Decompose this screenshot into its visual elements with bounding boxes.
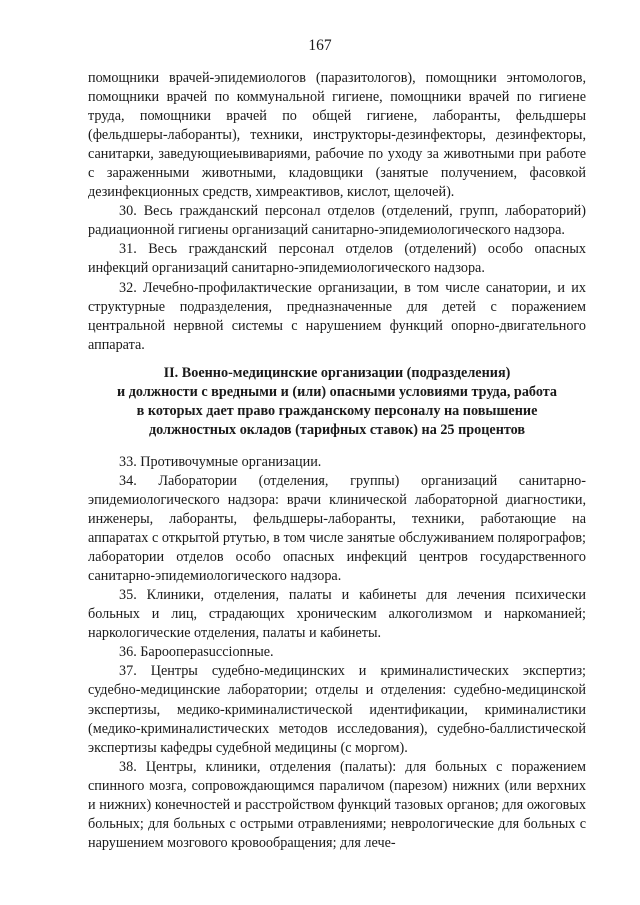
paragraph-item-30: 30. Весь гражданский персонал отделов (отделений, групп, лабораторий) радиационной гигиены организаций санитарно-эпидемиологического надзора.: [88, 203, 586, 239]
section-heading-line-2: и должности с вредными и (или) опасными условиями труда, работа: [117, 383, 557, 400]
section-heading-line-4: должностных окладов (тарифных ставок) на 25 процентов: [148, 421, 526, 438]
paragraph-item-31: 31. Весь гражданский персонал отделов (отделений) особо опасных инфекций организаций санитарно-эпидемиологического надзора.: [88, 241, 586, 277]
paragraph-item-33: 33. Противочумные организации.: [119, 453, 322, 470]
paragraph-item-34: 34. Лаборатории (отделения, группы) организаций санитарно-эпидемиологического надзора: врачи клинической лабораторной диагностики, инженеры, лаборанты, фельдшеры-лаборанты, техники, работающие на аппаратах с открытой ртутью, в том числе занятые обслуживанием полярографов; лаборатории отделов особо опасных инфекций центров государственного санитарно-эпидемиологического надзора.: [88, 472, 586, 585]
paragraph-item-38: 38. Центры, клиники, отделения (палаты): для больных с поражением спинного мозга, сопровождающимся параличом (парезом) нижних (или верхних и нижних) конечностей и расстройством функций тазовых органов; для ожоговых больных; для больных с острыми отравлениями; неврологические для больных с нарушением мозгового кровообращения; для лече-: [88, 758, 586, 851]
paragraph-continuation: помощники врачей-эпидемиологов (паразитологов), помощники энтомологов, помощники врачей по коммунальной гигиене, помощники врачей по гигиене труда, помощники врачей по общей гигиене, лаборанты, фельдшеры (фельдшеры-лаборанты), техники, инструкторы-дезинфекторы, дезинфекторы, санитарки, заведующиеывивариями, рабочие по уходу за животными при работе с зараженными животными, кладовщики (занятые получением, фасовкой дезинфекционных средств, химреактивов, кислот, щелочей).: [88, 70, 586, 201]
section-heading-line-3: в которых дает право гражданскому персоналу на повышение: [136, 402, 538, 419]
paragraph-item-36: 36. Бароопераsuccionные.: [119, 644, 274, 661]
section-heading: [88, 364, 586, 440]
page-number: 167: [308, 37, 332, 54]
paragraph-item-37: 37. Центры судебно-медицинских и криминалистических экспертиз; судебно-медицинские лаборатории; отделы и отделения: судебно-медицинской экспертизы, медико-криминалистической идентификации, криминалистики (медико-криминалистических методов исследования), судебно-баллистической экспертизы кафедры судебной медицины (с моргом).: [88, 663, 586, 756]
paragraph-item-35: 35. Клиники, отделения, палаты и кабинеты для лечения психически больных и лиц, страдающих хроническим алкоголизмом и наркоманией; наркологические отделения, палаты и кабинеты.: [88, 587, 586, 642]
paragraph-item-32: 32. Лечебно-профилактические организации, в том числе санатории, и их структурные подразделения, предназначенные для детей с поражением центральной нервной системы с нарушением функций опорно-двигательного аппарата.: [88, 279, 586, 353]
document-body: [88, 69, 586, 853]
section-heading-line-1: II. Военно-медицинские организации (подразделения): [163, 364, 511, 381]
